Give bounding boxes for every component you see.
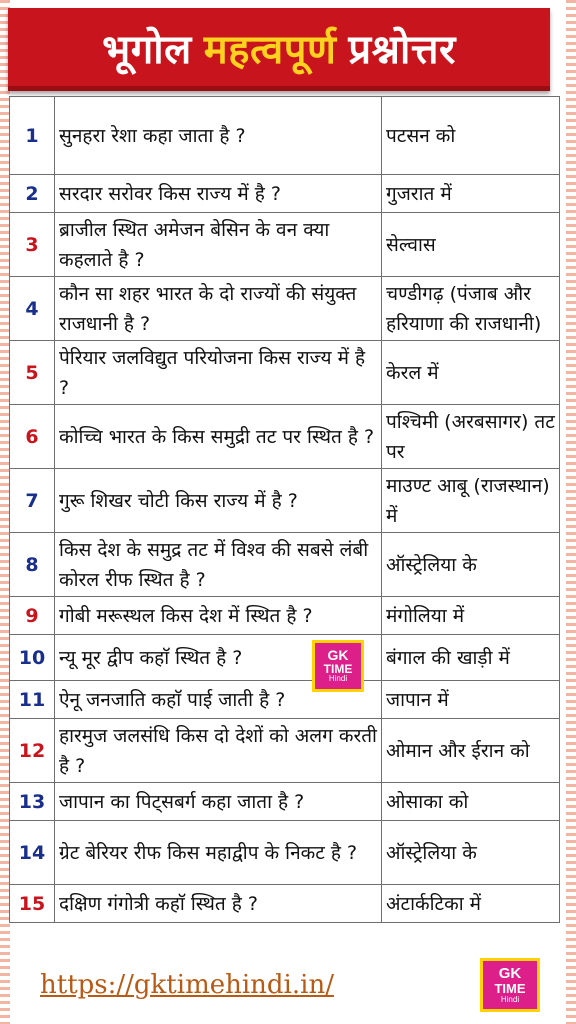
- answer-text: मंगोलिया में: [382, 597, 560, 635]
- question-text: गुरू शिखर चोटी किस राज्य में है ?: [55, 469, 382, 533]
- logo-badge: [315, 643, 361, 689]
- table-row: [10, 821, 560, 885]
- question-number: 15: [10, 885, 55, 923]
- qa-table: [9, 96, 560, 923]
- answer-text: अंटार्कटिका में: [382, 885, 560, 923]
- question-number: 2: [10, 175, 55, 213]
- answer-text: पटसन को: [382, 97, 560, 175]
- title-part2: प्रश्नोत्तर: [348, 26, 456, 73]
- question-number: 12: [10, 719, 55, 783]
- answer-text: चण्डीगढ़ (पंजाब और हरियाणा की राजधानी): [382, 277, 560, 341]
- question-number: 9: [10, 597, 55, 635]
- question-text: गोबी मरूस्थल किस देश में स्थित है ?: [55, 597, 382, 635]
- question-text: न्यू मूर द्वीप कहाॅ स्थित है ?: [55, 635, 382, 681]
- question-number: 3: [10, 213, 55, 277]
- logo-line2: TIME: [494, 980, 526, 996]
- table-row: [10, 175, 560, 213]
- question-text: हारमुज जलसंधि किस दो देशों को अलग करती है ?: [55, 719, 382, 783]
- question-text: किस देश के समुद्र तट में विश्व की सबसे लंबी कोरल रीफ स्थित है ?: [55, 533, 382, 597]
- answer-text: ओसाका को: [382, 783, 560, 821]
- logo-line3: Hindi: [500, 994, 520, 1004]
- table-row: [10, 533, 560, 597]
- website-link[interactable]: https://gktimehindi.in/: [40, 970, 334, 1000]
- table-row: [10, 783, 560, 821]
- question-text: सुनहरा रेशा कहा जाता है ?: [55, 97, 382, 175]
- logo-line2: TIME: [323, 661, 353, 676]
- question-text: सरदार सरोवर किस राज्य में है ?: [55, 175, 382, 213]
- question-text: ऐनू जनजाति कहाॅ पाई जाती है ?: [55, 681, 382, 719]
- question-text: कोच्चि भारत के किस समुद्री तट पर स्थित है ?: [55, 405, 382, 469]
- title-banner: [8, 8, 550, 91]
- table-row: [10, 469, 560, 533]
- logo-line1: GK: [498, 965, 522, 983]
- table-row: [10, 719, 560, 783]
- answer-text: माउण्ट आबू (राजस्थान) में: [382, 469, 560, 533]
- table-row: [10, 97, 560, 175]
- logo-badge-bottom: [483, 961, 537, 1009]
- answer-text: जापान में: [382, 681, 560, 719]
- answer-text: बंगाल की खाड़ी में: [382, 635, 560, 681]
- answer-text: केरल में: [382, 341, 560, 405]
- question-number: 4: [10, 277, 55, 341]
- table-row: [10, 681, 560, 719]
- table-row: [10, 341, 560, 405]
- answer-text: सेल्वास: [382, 213, 560, 277]
- answer-text: ओमान और ईरान को: [382, 719, 560, 783]
- question-number: 14: [10, 821, 55, 885]
- question-text: ब्राजील स्थित अमेजन बेसिन के वन क्या कहलाते है ?: [55, 213, 382, 277]
- title-part1: भूगोल: [102, 26, 192, 73]
- table-row: [10, 277, 560, 341]
- question-number: 8: [10, 533, 55, 597]
- gk-time-logo-bottom: [480, 958, 540, 1012]
- answer-text: ऑस्ट्रेलिया के: [382, 821, 560, 885]
- qa-table-body: [10, 97, 560, 923]
- table-row: [10, 885, 560, 923]
- question-text: ग्रेट बेरियर रीफ किस महाद्वीप के निकट है ?: [55, 821, 382, 885]
- question-number: 11: [10, 681, 55, 719]
- table-row: [10, 405, 560, 469]
- title-highlight: महत्वपूर्ण: [203, 26, 337, 73]
- question-number: 13: [10, 783, 55, 821]
- question-number: 10: [10, 635, 55, 681]
- answer-text: गुजरात में: [382, 175, 560, 213]
- question-text: कौन सा शहर भारत के दो राज्यों की संयुक्त राजधानी है ?: [55, 277, 382, 341]
- answer-text: ऑस्ट्रेलिया के: [382, 533, 560, 597]
- table-row: [10, 635, 560, 681]
- table-row: [10, 213, 560, 277]
- question-text: दक्षिण गंगोत्री कहाॅ स्थित है ?: [55, 885, 382, 923]
- question-number: 7: [10, 469, 55, 533]
- question-text: जापान का पिट्सबर्ग कहा जाता है ?: [55, 783, 382, 821]
- question-text: पेरियार जलविद्युत परियोजना किस राज्य में है ?: [55, 341, 382, 405]
- question-number: 1: [10, 97, 55, 175]
- logo-line1: GK: [327, 647, 349, 664]
- answer-text: पश्चिमी (अरबसागर) तट पर: [382, 405, 560, 469]
- table-row: [10, 597, 560, 635]
- question-number: 5: [10, 341, 55, 405]
- gk-time-logo: [312, 640, 364, 692]
- question-number: 6: [10, 405, 55, 469]
- right-border-stripes: [566, 0, 576, 1024]
- logo-line3: Hindi: [328, 674, 348, 684]
